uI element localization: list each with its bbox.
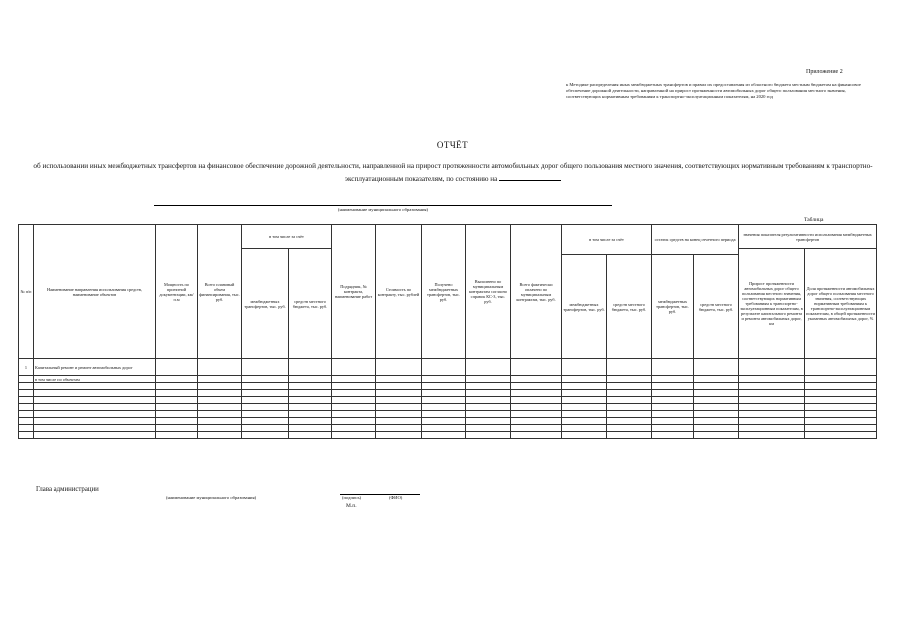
table-cell[interactable] xyxy=(739,383,805,390)
table-cell[interactable] xyxy=(242,376,289,383)
table-cell[interactable] xyxy=(694,376,739,383)
table-cell[interactable] xyxy=(289,418,332,425)
col-header-local-2: средств местного бюджета, тыс. руб. xyxy=(607,255,652,359)
table-cell[interactable] xyxy=(289,404,332,411)
table-cell[interactable] xyxy=(198,359,242,376)
table-cell[interactable] xyxy=(562,376,607,383)
col-header-received: Получено межбюджетных трансфертов, тыс. руб. xyxy=(422,225,466,359)
table-cell[interactable] xyxy=(511,376,562,383)
row-num: 1 xyxy=(19,359,34,376)
annex-label: Приложение 2 xyxy=(806,69,843,75)
table-row[interactable] xyxy=(19,359,877,376)
table-cell[interactable] xyxy=(376,390,422,397)
table-cell[interactable] xyxy=(156,390,198,397)
table-cell[interactable] xyxy=(332,359,376,376)
table-cell[interactable] xyxy=(466,432,511,439)
table-cell[interactable] xyxy=(511,359,562,376)
table-cell[interactable] xyxy=(242,383,289,390)
table-cell[interactable] xyxy=(805,390,877,397)
table-cell[interactable] xyxy=(607,418,652,425)
table-cell[interactable] xyxy=(289,359,332,376)
col-header-incl-2: в том числе за счёт xyxy=(562,225,652,255)
table-cell[interactable] xyxy=(694,411,739,418)
table-cell[interactable] xyxy=(694,404,739,411)
table-cell[interactable] xyxy=(562,390,607,397)
table-cell[interactable] xyxy=(156,359,198,376)
table-cell[interactable] xyxy=(694,418,739,425)
municipality-caption: (наименование муниципального образования) xyxy=(337,207,429,212)
col-header-paid-total: Всего фактически оплачено по муниципальным контрактам, тыс. руб. xyxy=(511,225,562,359)
table-cell[interactable] xyxy=(242,397,289,404)
table-row[interactable] xyxy=(19,404,877,411)
col-header-local-1: средств местного бюджета, тыс. руб. xyxy=(289,249,332,359)
table-cell[interactable] xyxy=(739,376,805,383)
table-cell[interactable] xyxy=(34,383,156,390)
table-cell[interactable] xyxy=(332,390,376,397)
table-cell[interactable] xyxy=(511,397,562,404)
table-label: Таблица xyxy=(804,217,824,223)
table-cell[interactable] xyxy=(289,397,332,404)
table-cell[interactable] xyxy=(242,418,289,425)
table-cell[interactable] xyxy=(289,432,332,439)
col-header-mbt-1: межбюджетных трансфертов, тыс. руб. xyxy=(242,249,289,359)
table-cell[interactable] xyxy=(198,425,242,432)
table-cell[interactable] xyxy=(607,432,652,439)
col-header-power: Мощность по проектной документации, км/п.м xyxy=(156,225,198,359)
table-cell[interactable] xyxy=(34,404,156,411)
table-cell[interactable] xyxy=(332,425,376,432)
col-header-local-3: средств местного бюджета, тыс. руб. xyxy=(694,255,739,359)
row-name: в том числе по объектам xyxy=(34,376,156,383)
table-cell[interactable] xyxy=(562,359,607,376)
table-cell[interactable] xyxy=(422,404,466,411)
table-cell[interactable] xyxy=(332,432,376,439)
table-cell[interactable] xyxy=(376,411,422,418)
table-cell[interactable] xyxy=(19,383,34,390)
table-cell[interactable] xyxy=(562,404,607,411)
table-row[interactable] xyxy=(19,418,877,425)
table-cell[interactable] xyxy=(19,397,34,404)
report-table xyxy=(18,224,877,439)
table-cell[interactable] xyxy=(376,397,422,404)
table-cell[interactable] xyxy=(652,432,694,439)
table-cell[interactable] xyxy=(332,404,376,411)
table-cell[interactable] xyxy=(332,397,376,404)
table-cell[interactable] xyxy=(739,411,805,418)
table-cell[interactable] xyxy=(376,376,422,383)
table-cell[interactable] xyxy=(511,404,562,411)
table-cell[interactable] xyxy=(242,404,289,411)
table-cell[interactable] xyxy=(242,390,289,397)
table-cell[interactable] xyxy=(607,411,652,418)
table-row[interactable] xyxy=(19,390,877,397)
table-cell[interactable] xyxy=(289,411,332,418)
table-row[interactable] xyxy=(19,383,877,390)
table-cell[interactable] xyxy=(739,425,805,432)
col-header-mbt-3: межбюджетных трансфертов, тыс. руб. xyxy=(652,255,694,359)
col-header-total-funding: Всего плановый объем финансирования, тыс. руб. xyxy=(198,225,242,359)
table-cell[interactable] xyxy=(198,376,242,383)
table-cell[interactable] xyxy=(242,411,289,418)
table-cell[interactable] xyxy=(562,383,607,390)
table-cell[interactable] xyxy=(332,418,376,425)
table-cell[interactable] xyxy=(332,376,376,383)
table-cell[interactable] xyxy=(242,432,289,439)
col-header-indicators: значения показателя результативности использования межбюджетных трансфертов xyxy=(739,225,877,249)
table-cell[interactable] xyxy=(739,397,805,404)
table-cell[interactable] xyxy=(511,411,562,418)
table-cell[interactable] xyxy=(156,425,198,432)
col-header-completed: Выполнено по муниципальным контрактам согласно справок КС-3, тыс. руб. xyxy=(466,225,511,359)
col-header-indicator-2: Доля протяженности автомобильных дорог общего пользования местного значения, соответствующих нормативным требованиям к транспортно-эксплуатационным показателям, в общей протяженности указанных автомобильных дорог, % xyxy=(805,249,877,359)
table-cell[interactable] xyxy=(466,425,511,432)
table-cell[interactable] xyxy=(156,376,198,383)
table-cell[interactable] xyxy=(156,418,198,425)
table-cell[interactable] xyxy=(376,404,422,411)
table-cell[interactable] xyxy=(289,425,332,432)
table-cell[interactable] xyxy=(19,425,34,432)
table-cell[interactable] xyxy=(694,383,739,390)
table-cell[interactable] xyxy=(422,425,466,432)
table-cell[interactable] xyxy=(242,359,289,376)
row-name: Капитальный ремонт и ремонт автомобильных дорог xyxy=(34,359,156,376)
table-cell[interactable] xyxy=(739,404,805,411)
table-row[interactable] xyxy=(19,397,877,404)
table-cell[interactable] xyxy=(805,376,877,383)
table-cell[interactable] xyxy=(19,411,34,418)
table-row[interactable] xyxy=(19,432,877,439)
table-cell[interactable] xyxy=(156,411,198,418)
table-cell[interactable] xyxy=(511,383,562,390)
table-cell[interactable] xyxy=(652,383,694,390)
table-cell[interactable] xyxy=(805,432,877,439)
row-num xyxy=(19,376,34,383)
col-header-incl-1: в том числе за счёт xyxy=(242,225,332,249)
table-cell[interactable] xyxy=(376,418,422,425)
table-cell[interactable] xyxy=(466,359,511,376)
table-row[interactable] xyxy=(19,411,877,418)
col-header-name: Наименование направления использования средств, наименование объектов xyxy=(34,225,156,359)
col-header-mbt-2: межбюджетных трансфертов, тыс. руб. xyxy=(562,255,607,359)
table-cell[interactable] xyxy=(198,383,242,390)
table-cell[interactable] xyxy=(34,425,156,432)
table-cell[interactable] xyxy=(422,411,466,418)
municipality-line[interactable] xyxy=(154,204,612,206)
table-cell[interactable] xyxy=(156,397,198,404)
table-cell[interactable] xyxy=(466,390,511,397)
table-cell[interactable] xyxy=(34,432,156,439)
table-cell[interactable] xyxy=(376,425,422,432)
table-cell[interactable] xyxy=(198,390,242,397)
table-cell[interactable] xyxy=(607,376,652,383)
report-subtitle xyxy=(28,161,878,185)
table-cell[interactable] xyxy=(198,418,242,425)
table-cell[interactable] xyxy=(511,418,562,425)
table-cell[interactable] xyxy=(198,411,242,418)
table-cell[interactable] xyxy=(19,432,34,439)
table-cell[interactable] xyxy=(652,397,694,404)
table-cell[interactable] xyxy=(607,404,652,411)
table-cell[interactable] xyxy=(422,376,466,383)
table-cell[interactable] xyxy=(562,397,607,404)
col-header-contract-cost: Стоимость по контракту, тыс. рублей xyxy=(376,225,422,359)
table-cell[interactable] xyxy=(805,397,877,404)
table-cell[interactable] xyxy=(289,376,332,383)
table-cell[interactable] xyxy=(422,397,466,404)
table-cell[interactable] xyxy=(242,425,289,432)
table-cell[interactable] xyxy=(739,418,805,425)
table-cell[interactable] xyxy=(652,390,694,397)
table-cell[interactable] xyxy=(289,390,332,397)
table-cell[interactable] xyxy=(652,376,694,383)
table-cell[interactable] xyxy=(805,359,877,376)
table-cell[interactable] xyxy=(805,418,877,425)
table-cell[interactable] xyxy=(198,432,242,439)
table-cell[interactable] xyxy=(607,397,652,404)
table-cell[interactable] xyxy=(805,404,877,411)
table-cell[interactable] xyxy=(466,383,511,390)
table-row[interactable] xyxy=(19,425,877,432)
table-cell[interactable] xyxy=(156,383,198,390)
table-cell[interactable] xyxy=(805,425,877,432)
table-cell[interactable] xyxy=(511,390,562,397)
table-cell[interactable] xyxy=(422,390,466,397)
table-cell[interactable] xyxy=(332,383,376,390)
annex-reference-text: к Методике распределения иных межбюджетных трансфертов и правил их предоставления из областного бюджета местным бюджетам на финансовое обеспечение дорожной деятельности, направленной на прирост протяженности автомобильных дорог общего пользования местного значения, соответствующих нормативным требованиям к транспортно-эксплуатационным показателям, на 2020 год xyxy=(566,82,861,99)
report-date-field[interactable] xyxy=(499,172,561,181)
table-cell[interactable] xyxy=(652,418,694,425)
table-cell[interactable] xyxy=(652,359,694,376)
table-cell[interactable] xyxy=(422,383,466,390)
table-cell[interactable] xyxy=(607,383,652,390)
table-cell[interactable] xyxy=(466,397,511,404)
table-cell[interactable] xyxy=(156,404,198,411)
table-cell[interactable] xyxy=(607,425,652,432)
table-cell[interactable] xyxy=(739,390,805,397)
table-cell[interactable] xyxy=(466,418,511,425)
table-cell[interactable] xyxy=(511,432,562,439)
table-cell[interactable] xyxy=(34,418,156,425)
table-cell[interactable] xyxy=(652,425,694,432)
table-cell[interactable] xyxy=(198,404,242,411)
col-header-indicator-1: Прирост протяженности автомобильных дорог общего пользования местного значения, соответствующих нормативным требованиям к транспортно-эксплуатационным показателям, в результате капитального ремонта и ремонта автомобильных дорог, км xyxy=(739,249,805,359)
table-cell[interactable] xyxy=(694,390,739,397)
table-cell[interactable] xyxy=(466,404,511,411)
col-header-contractor: Подрядчик, № контракта, наименование работ xyxy=(332,225,376,359)
table-cell[interactable] xyxy=(19,404,34,411)
table-cell[interactable] xyxy=(607,359,652,376)
table-row[interactable] xyxy=(19,376,877,383)
table-cell[interactable] xyxy=(805,411,877,418)
report-subtitle-text: об использовании иных межбюджетных трансфертов на финансовое обеспечение дорожной деятельности, направленной на прирост протяженности автомобильных дорог общего пользования местного значения, соответствующих нормативным требованиям к транспортно-эксплуатационным показателям, по состоянию на xyxy=(33,162,873,183)
table-cell[interactable] xyxy=(739,432,805,439)
table-cell[interactable] xyxy=(466,411,511,418)
table-cell[interactable] xyxy=(376,383,422,390)
table-cell[interactable] xyxy=(805,383,877,390)
table-cell[interactable] xyxy=(289,383,332,390)
col-header-num: № п/п xyxy=(19,225,34,359)
report-title: ОТЧЁТ xyxy=(436,140,469,150)
table-cell[interactable] xyxy=(422,432,466,439)
table-cell[interactable] xyxy=(422,418,466,425)
signature-muni-caption: (наименование муниципального образования) xyxy=(166,495,257,500)
signature-label: Глава администрации xyxy=(36,486,99,493)
table-cell[interactable] xyxy=(562,411,607,418)
table-cell[interactable] xyxy=(34,390,156,397)
table-cell[interactable] xyxy=(562,432,607,439)
table-cell[interactable] xyxy=(511,425,562,432)
table-cell[interactable] xyxy=(34,411,156,418)
col-header-balance: остаток средств на конец отчетного периода xyxy=(652,225,739,255)
table-cell[interactable] xyxy=(34,397,156,404)
signature-fio-caption: (ФИО) xyxy=(389,495,403,500)
table-cell[interactable] xyxy=(739,359,805,376)
table-cell[interactable] xyxy=(694,397,739,404)
table-cell[interactable] xyxy=(376,359,422,376)
table-cell[interactable] xyxy=(376,432,422,439)
table-cell[interactable] xyxy=(652,404,694,411)
table-cell[interactable] xyxy=(694,425,739,432)
signature-sign-caption: (подпись) xyxy=(342,495,362,500)
table-cell[interactable] xyxy=(562,418,607,425)
table-cell[interactable] xyxy=(607,390,652,397)
stamp-place-label: М.п. xyxy=(346,503,357,509)
table-cell[interactable] xyxy=(694,432,739,439)
table-cell[interactable] xyxy=(652,411,694,418)
table-cell[interactable] xyxy=(466,376,511,383)
table-cell[interactable] xyxy=(198,397,242,404)
table-cell[interactable] xyxy=(422,359,466,376)
table-cell[interactable] xyxy=(19,390,34,397)
table-cell[interactable] xyxy=(156,432,198,439)
table-cell[interactable] xyxy=(19,418,34,425)
table-cell[interactable] xyxy=(332,411,376,418)
table-cell[interactable] xyxy=(562,425,607,432)
table-cell[interactable] xyxy=(694,359,739,376)
